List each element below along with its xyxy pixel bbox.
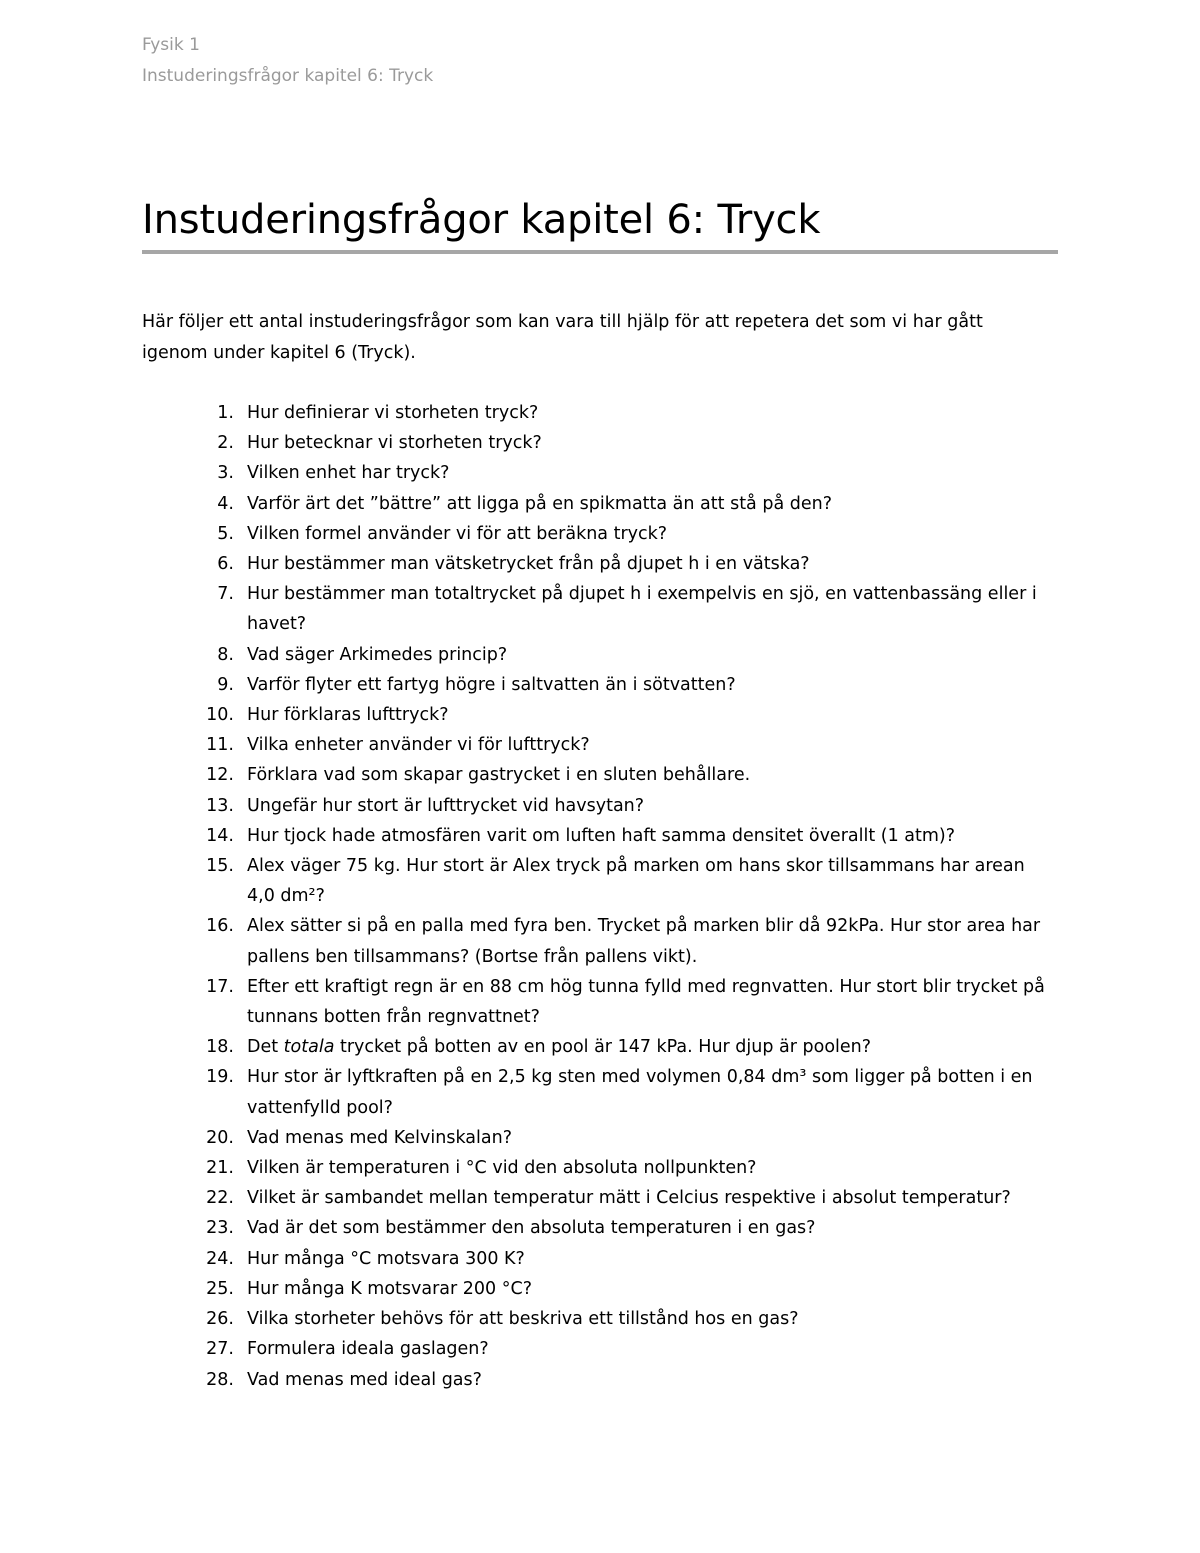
question-item [142,1213,1058,1243]
question-number: 1. [217,403,234,423]
question-text: Vilken enhet har tryck? [247,463,450,484]
question-item [142,1334,1058,1364]
question-text: Hur definierar vi storheten tryck? [247,403,539,423]
question-number: 5. [217,523,234,544]
question-text: Vad säger Arkimedes princip? [247,644,508,665]
question-text: Alex sätter si på en palla med fyra ben. Trycket på marken blir då 92kPa. Hur stor area har pallens ben tillsammans? (Bortse från pallens vikt). [247,916,1041,967]
question-item [142,1032,1058,1062]
question-item [142,821,1058,851]
question-number: 22. [206,1188,234,1209]
title-underline [142,250,1058,254]
question-item [142,911,1058,971]
question-text [247,1037,871,1057]
question-item [142,1183,1058,1213]
question-number: 13. [206,795,234,816]
question-text: Hur många K motsvarar 200 °C? [247,1278,533,1299]
question-number: 6. [217,554,234,575]
question-item [142,640,1058,670]
question-number: 4. [217,493,234,514]
question-item [142,1244,1058,1274]
header-subtitle: Instuderingsfrågor kapitel 6: Tryck [142,66,434,86]
question-item [142,851,1058,911]
question-text: Varför flyter ett fartyg högre i saltvatten än i sötvatten? [247,674,736,695]
question-number: 26. [206,1309,234,1330]
question-text: Efter ett kraftigt regn är en 88 cm hög tunna fylld med regnvatten. Hur stort blir trycket på tunnans botten från regnvattnet? [247,976,1045,1028]
question-item [142,549,1058,579]
question-item [142,579,1058,639]
question-number: 24. [206,1248,234,1269]
question-text: Vad menas med Kelvinskalan? [247,1127,512,1148]
question-number: 12. [206,765,234,786]
question-text: Vilken är temperaturen i °C vid den absoluta nollpunkten? [247,1158,757,1179]
question-text: Hur stor är lyftkraften på en 2,5 kg sten med volymen 0,84 dm³ som ligger på botten i en vattenfylld pool? [247,1067,1033,1118]
question-text: Vilka enheter använder vi för lufttryck? [247,735,590,756]
question-number: 25. [206,1278,234,1299]
question-item [142,791,1058,821]
running-header [142,30,433,92]
emphasized-word: totala [283,1037,335,1058]
question-text: Vilka storheter behövs för att beskriva ett tillstånd hos en gas? [247,1309,799,1330]
question-item [142,1062,1058,1122]
question-item [142,730,1058,760]
question-number: 14. [206,825,234,846]
question-text: Ungefär hur stort är lufttrycket vid havsytan? [247,795,645,816]
question-number: 11. [206,735,234,756]
question-text: Hur tjock hade atmosfären varit om luften haft samma densitet överallt (1 atm)? [247,825,956,846]
question-number: 9. [217,674,234,695]
question-number: 19. [206,1067,234,1088]
question-number: 27. [206,1339,234,1360]
question-text: Vad är det som bestämmer den absoluta temperaturen i en gas? [247,1218,816,1239]
question-text: Hur bestämmer man vätsketrycket från på djupet h i en vätska? [247,554,810,575]
question-text: Formulera ideala gaslagen? [247,1339,489,1360]
question-item [142,1365,1058,1395]
question-item [142,760,1058,790]
question-number: 18. [206,1037,234,1058]
question-item [142,972,1058,1032]
question-text: Alex väger 75 kg. Hur stort är Alex tryck på marken om hans skor tillsammans har arean 4,0 dm²? [247,856,1025,907]
question-number: 16. [206,916,234,937]
question-text: Vilken formel använder vi för att beräkna tryck? [247,523,668,544]
question-item [142,1153,1058,1183]
page-title: Instuderingsfrågor kapitel 6: Tryck [142,197,821,243]
question-text-start: Det [247,1037,284,1058]
question-text: Hur bestämmer man totaltrycket på djupet h i exempelvis en sjö, en vattenbassäng eller i havet? [247,584,1037,635]
question-text: Vad menas med ideal gas? [247,1369,482,1390]
question-text: Hur betecknar vi storheten tryck? [247,433,542,454]
question-item [142,670,1058,700]
question-item [142,398,1058,428]
question-item [142,519,1058,549]
question-item [142,1274,1058,1304]
question-number: 21. [206,1158,234,1179]
question-text-end: trycket på botten av en pool är 147 kPa. Hur djup är poolen? [334,1037,872,1058]
question-number: 8. [217,644,234,665]
question-number: 28. [206,1369,234,1390]
question-text: Varför ärt det ”bättre” att ligga på en spikmatta än att stå på den? [247,493,832,514]
intro-paragraph: Här följer ett antal instuderingsfrågor som kan vara till hjälp för att repetera det som vi har gått igenom under kapitel 6 (Tryck). [142,312,983,363]
question-number: 7. [217,584,234,605]
question-item [142,458,1058,488]
question-number: 2. [217,433,234,454]
question-item [142,489,1058,519]
question-text: Hur många °C motsvara 300 K? [247,1248,525,1269]
question-number: 23. [206,1218,234,1239]
question-item [142,428,1058,458]
question-text: Vilket är sambandet mellan temperatur mätt i Celcius respektive i absolut temperatur? [247,1188,1011,1209]
header-course: Fysik 1 [142,35,200,55]
question-number: 3. [217,463,234,484]
question-number: 10. [206,705,234,726]
question-item [142,1304,1058,1334]
question-number: 17. [206,976,234,997]
question-number: 20. [206,1127,234,1148]
question-item [142,700,1058,730]
question-list [142,398,1058,1395]
question-item [142,1123,1058,1153]
question-text: Förklara vad som skapar gastrycket i en sluten behållare. [247,765,751,786]
question-number: 15. [206,856,234,877]
question-text: Hur förklaras lufttryck? [247,705,449,726]
